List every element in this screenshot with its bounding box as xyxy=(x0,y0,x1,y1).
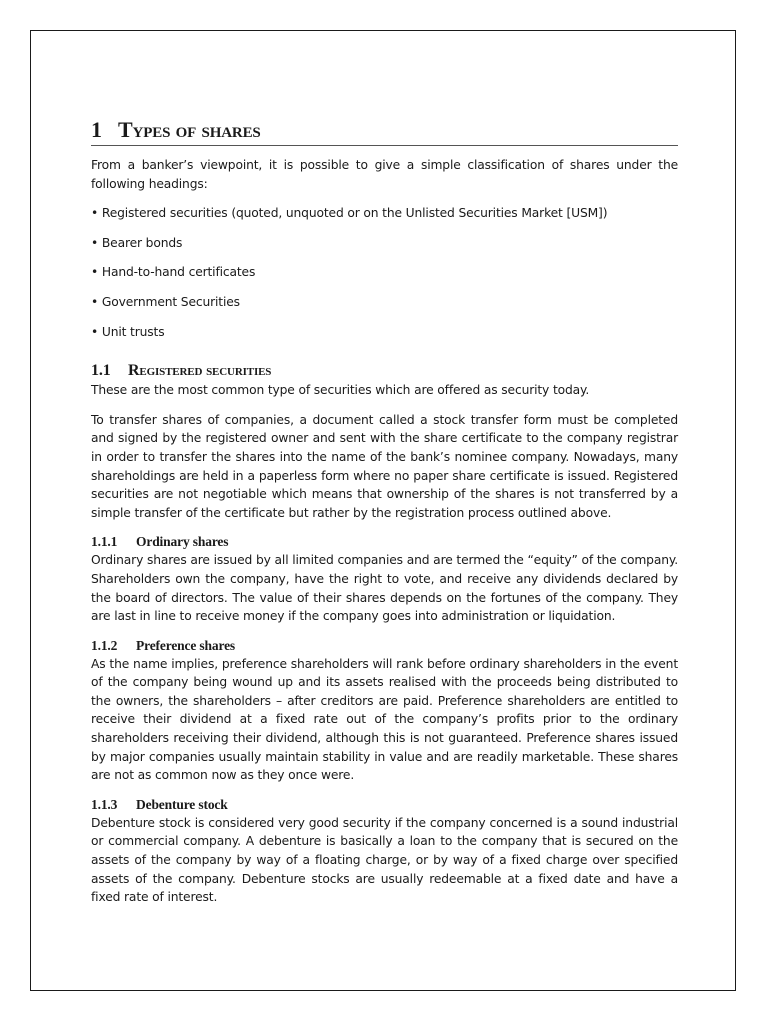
paragraph: As the name implies, preference shareholders will rank before ordinary shareholders in the event of the company being wound up and its assets realised with the proceeds being distributed to the owners, the shareholders – after creditors are paid. Preference shareholders are entitled to receive their dividend at a fixed rate out of the company’s profits prior to the ordinary shareholders receiving their dividend, although this is not guaranteed. Preference shares issued by major companies usually maintain stability in value and are readily marketable. These shares are not as common now as they once were. xyxy=(91,656,678,783)
bullet-item: • Unit trusts xyxy=(91,324,165,339)
paragraph: To transfer shares of companies, a document called a stock transfer form must be completed and signed by the registered owner and sent with the share certificate to the company registrar in order to transfer the shares into the name of the bank’s nominee company. Nowadays, many shareholdings are held in a paperless form where no paper share certificate is issued. Registered securities are not negotiable which means that ownership of the shares is not transferred by a simple transfer of the certificate but rather by the registration process outlined above. xyxy=(91,412,678,520)
section-title: Types of shares xyxy=(118,117,261,142)
subsubsection-heading-ordinary-shares xyxy=(91,533,678,551)
subsection-title: Registered securities xyxy=(128,362,272,380)
paragraph: Debenture stock is considered very good security if the company concerned is a sound industrial or commercial company. A debenture is basically a loan to the company that is secured on the assets of the company by way of a floating charge, or by way of a fixed charge over specified assets of the company. Debenture stocks are usually redeemable at a fixed date and have a fixed rate of interest. xyxy=(91,815,678,905)
subsection-number: 1.1 xyxy=(91,362,111,380)
section-number: 1 xyxy=(91,117,102,142)
bullet-item: • Registered securities (quoted, unquoted or on the Unlisted Securities Market [USM]) xyxy=(91,206,608,221)
subsubsection-title: Ordinary shares xyxy=(136,534,229,550)
document-body xyxy=(91,117,678,907)
paragraph: Ordinary shares are issued by all limited companies and are termed the “equity” of the company. Shareholders own the company, have the right to vote, and receive any dividends declared by the board of directors. The value of their shares depends on the fortunes of the company. They are last in line to receive money if the company goes into administration or liquidation. xyxy=(91,553,678,624)
subsubsection-title: Preference shares xyxy=(136,637,236,653)
subsubsection-title: Debenture stock xyxy=(136,796,228,812)
paragraph: These are the most common type of securities which are offered as security today. xyxy=(91,383,590,398)
subsection-heading-registered-securities xyxy=(91,361,678,381)
subsubsection-number: 1.1.1 xyxy=(91,534,118,550)
bullet-item: • Hand-to-hand certificates xyxy=(91,265,256,280)
subsubsection-heading-preference-shares xyxy=(91,637,678,655)
intro-paragraph: From a banker’s viewpoint, it is possible to give a simple classification of shares under the following headings: xyxy=(91,158,678,191)
bullet-item: • Government Securities xyxy=(91,294,240,309)
section-heading-types-of-shares xyxy=(91,117,678,146)
subsubsection-number: 1.1.3 xyxy=(91,796,118,812)
bullet-item: • Bearer bonds xyxy=(91,235,183,250)
subsubsection-heading-debenture-stock xyxy=(91,796,678,814)
subsubsection-number: 1.1.2 xyxy=(91,637,118,653)
